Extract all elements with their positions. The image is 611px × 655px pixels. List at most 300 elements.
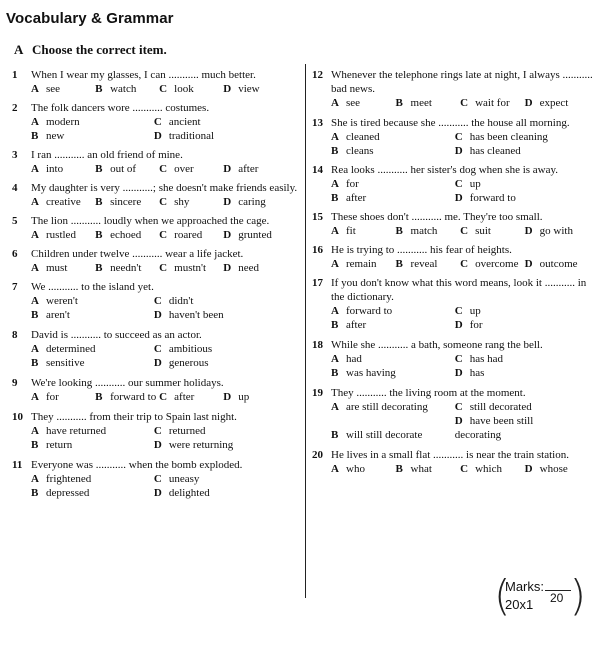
option-text: had	[346, 353, 362, 365]
option-text: haven't been	[168, 309, 224, 321]
option-a[interactable]	[31, 261, 95, 275]
option-text: forward to	[346, 305, 393, 317]
option-d[interactable]	[154, 308, 277, 322]
option-letter: A	[31, 473, 39, 485]
option-text: after	[346, 192, 367, 204]
option-d[interactable]	[525, 462, 568, 476]
option-text: view	[238, 83, 260, 95]
section-instruction: Choose the correct item.	[32, 42, 167, 57]
option-text: meet	[410, 97, 432, 109]
option-c[interactable]	[159, 390, 223, 404]
option-a[interactable]	[31, 82, 95, 96]
option-letter: A	[31, 391, 39, 403]
options	[312, 257, 600, 271]
right-column	[312, 68, 600, 482]
option-text: has been cleaning	[469, 131, 548, 143]
question-text: Rea looks ........... her sister's dog when she is away.	[331, 164, 559, 176]
question-13	[312, 116, 600, 158]
option-d[interactable]	[455, 414, 579, 442]
option-letter: C	[460, 463, 469, 475]
option-text: delighted	[168, 487, 210, 499]
option-letter: A	[31, 295, 39, 307]
option-c[interactable]	[159, 162, 223, 176]
option-letter: C	[454, 305, 463, 317]
option-letter: C	[153, 295, 162, 307]
option-d[interactable]	[525, 96, 569, 110]
option-b[interactable]	[396, 462, 461, 476]
option-letter: D	[524, 225, 533, 237]
option-letter: B	[95, 391, 103, 403]
option-text: are still decorating	[346, 401, 428, 413]
marks-box	[494, 571, 586, 620]
option-letter: B	[95, 83, 103, 95]
option-text: was having	[346, 367, 396, 379]
option-letter: D	[223, 83, 232, 95]
option-text: must	[46, 262, 68, 274]
option-a[interactable]	[31, 115, 154, 129]
option-c[interactable]	[455, 177, 579, 191]
option-letter: C	[454, 401, 463, 413]
option-a[interactable]	[331, 224, 396, 238]
question-8	[12, 328, 298, 370]
option-text: uneasy	[168, 473, 200, 485]
option-letter: D	[524, 258, 533, 270]
option-b[interactable]	[95, 261, 159, 275]
question-number: 19	[312, 387, 323, 399]
option-letter: C	[460, 97, 469, 109]
option-b[interactable]	[396, 224, 461, 238]
option-text: modern	[46, 116, 80, 128]
question-number: 16	[312, 244, 323, 256]
marks-scale: 20x1	[505, 597, 534, 612]
option-d[interactable]	[154, 356, 277, 370]
question-stem	[12, 181, 298, 195]
option-letter: C	[460, 225, 469, 237]
option-text: reveal	[410, 258, 438, 270]
option-a[interactable]	[31, 228, 95, 242]
option-c[interactable]	[460, 224, 525, 238]
question-number: 18	[312, 339, 323, 351]
question-text: David is ........... to succeed as an actor.	[31, 329, 202, 341]
option-b[interactable]	[95, 195, 159, 209]
option-c[interactable]	[455, 400, 579, 414]
option-b[interactable]	[31, 486, 154, 500]
option-text: new	[46, 130, 65, 142]
option-letter: B	[95, 229, 103, 241]
options	[312, 130, 600, 158]
option-b[interactable]	[396, 96, 461, 110]
option-d[interactable]	[223, 261, 259, 275]
option-text: overcome	[475, 258, 519, 270]
option-d[interactable]	[455, 144, 579, 158]
option-text: suit	[475, 225, 491, 237]
option-letter: A	[331, 401, 339, 413]
options	[312, 224, 600, 238]
options	[12, 342, 298, 370]
option-text: match	[410, 225, 438, 237]
question-3	[12, 148, 298, 176]
option-text: aren't	[46, 309, 70, 321]
option-text: ambitious	[168, 343, 213, 355]
option-text: after	[174, 391, 195, 403]
option-text: weren't	[46, 295, 78, 307]
option-c[interactable]	[455, 304, 579, 318]
question-number: 3	[12, 149, 18, 161]
option-c[interactable]	[455, 352, 579, 366]
option-c[interactable]	[455, 130, 579, 144]
options	[12, 162, 298, 176]
option-text: forward to	[110, 391, 157, 403]
option-letter: C	[454, 353, 463, 365]
question-15	[312, 210, 600, 238]
option-letter: B	[331, 429, 339, 441]
question-text: We're looking ........... our summer holidays.	[31, 377, 224, 389]
option-text: for	[346, 178, 359, 190]
question-text: If you don't know what this word means, look it ........... in the dictionary.	[331, 277, 587, 303]
option-d[interactable]	[154, 486, 277, 500]
question-stem	[312, 386, 600, 400]
option-b[interactable]	[31, 438, 154, 452]
option-letter: A	[331, 463, 339, 475]
option-c[interactable]	[159, 261, 223, 275]
question-stem	[12, 214, 298, 228]
option-text: returned	[168, 425, 206, 437]
option-text: whose	[539, 463, 568, 475]
question-stem	[12, 410, 298, 424]
option-d[interactable]	[223, 228, 272, 242]
question-stem	[312, 116, 600, 130]
option-text: up	[469, 178, 481, 190]
option-a[interactable]	[331, 177, 455, 191]
option-c[interactable]	[154, 294, 277, 308]
option-text: mustn't	[174, 262, 207, 274]
question-stem	[312, 68, 600, 96]
option-d[interactable]	[455, 366, 579, 380]
option-d[interactable]	[223, 390, 249, 404]
question-stem	[312, 448, 600, 462]
question-number: 14	[312, 164, 323, 176]
question-text: They ........... the living room at the moment.	[331, 387, 526, 399]
option-a[interactable]	[31, 162, 95, 176]
question-stem	[12, 458, 298, 472]
question-text: My daughter is very ...........; she doesn't make friends easily.	[31, 182, 298, 194]
option-text: depressed	[46, 487, 90, 499]
option-a[interactable]	[31, 294, 154, 308]
option-text: has cleaned	[469, 145, 521, 157]
question-11	[12, 458, 298, 500]
option-text: sincere	[110, 196, 142, 208]
option-c[interactable]	[154, 424, 277, 438]
option-text: still decorated	[469, 401, 532, 413]
question-17	[312, 276, 600, 332]
option-d[interactable]	[455, 318, 579, 332]
option-d[interactable]	[223, 162, 258, 176]
option-text: see	[346, 97, 361, 109]
question-text: The folk dancers wore ........... costumes.	[31, 102, 210, 114]
option-c[interactable]	[460, 462, 525, 476]
option-text: echoed	[110, 229, 142, 241]
option-letter: B	[331, 192, 339, 204]
question-number: 9	[12, 377, 18, 389]
option-c[interactable]	[154, 342, 277, 356]
question-stem	[12, 328, 298, 342]
option-text: determined	[46, 343, 96, 355]
question-text: While she ........... a bath, someone rang the bell.	[331, 339, 543, 351]
option-d[interactable]	[455, 191, 579, 205]
question-16	[312, 243, 600, 271]
question-stem	[312, 243, 600, 257]
question-stem	[12, 376, 298, 390]
options	[12, 424, 298, 452]
option-text: what	[410, 463, 432, 475]
option-letter: A	[31, 425, 39, 437]
option-letter: A	[31, 343, 39, 355]
option-d[interactable]	[154, 129, 277, 143]
option-c[interactable]	[460, 257, 525, 271]
option-letter: D	[223, 163, 232, 175]
option-b[interactable]	[331, 144, 455, 158]
option-letter: B	[331, 145, 339, 157]
option-letter: A	[331, 225, 339, 237]
option-letter: B	[95, 163, 103, 175]
option-letter: B	[95, 262, 103, 274]
option-text: rustled	[46, 229, 76, 241]
option-text: outcome	[539, 258, 578, 270]
question-stem	[12, 148, 298, 162]
options	[312, 400, 600, 442]
question-stem	[12, 247, 298, 261]
question-stem	[12, 68, 298, 82]
option-letter: A	[31, 196, 39, 208]
option-a[interactable]	[331, 400, 455, 414]
option-text: have been still decorating	[454, 415, 534, 441]
option-b[interactable]	[331, 191, 455, 205]
option-d[interactable]	[223, 82, 259, 96]
option-c[interactable]	[154, 472, 277, 486]
option-letter: C	[454, 178, 463, 190]
page-title: Vocabulary & Grammar	[6, 10, 174, 27]
option-text: ancient	[168, 116, 201, 128]
options	[12, 472, 298, 500]
option-letter: C	[159, 262, 168, 274]
option-letter: D	[153, 439, 162, 451]
option-text: will still decorate	[346, 429, 423, 441]
option-letter: D	[454, 319, 463, 331]
question-18	[312, 338, 600, 380]
question-number: 12	[312, 69, 323, 81]
option-letter: B	[31, 130, 39, 142]
option-letter: C	[460, 258, 469, 270]
option-letter: D	[153, 130, 162, 142]
question-stem	[12, 101, 298, 115]
option-text: cleaned	[346, 131, 380, 143]
option-letter: A	[331, 353, 339, 365]
option-c[interactable]	[159, 228, 223, 242]
option-letter: C	[159, 229, 168, 241]
option-a[interactable]	[31, 195, 95, 209]
option-a[interactable]	[31, 342, 154, 356]
question-text: Whenever the telephone rings late at night, I always ........... bad news.	[331, 69, 593, 95]
option-letter: D	[454, 367, 463, 379]
option-letter: D	[153, 487, 162, 499]
option-text: up	[469, 305, 481, 317]
option-d[interactable]	[525, 224, 573, 238]
option-a[interactable]	[31, 390, 95, 404]
option-letter: A	[331, 97, 339, 109]
option-b[interactable]	[95, 82, 159, 96]
option-letter: A	[31, 229, 39, 241]
question-text: The lion ........... loudly when we approached the cage.	[31, 215, 270, 227]
question-2	[12, 101, 298, 143]
option-b[interactable]	[396, 257, 461, 271]
question-text: Everyone was ........... when the bomb exploded.	[31, 459, 243, 471]
question-text: He is trying to ........... his fear of heights.	[331, 244, 512, 256]
question-number: 15	[312, 211, 323, 223]
question-number: 5	[12, 215, 18, 227]
option-c[interactable]	[460, 96, 525, 110]
option-letter: A	[331, 305, 339, 317]
option-a[interactable]	[331, 304, 455, 318]
question-number: 11	[12, 459, 23, 471]
option-text: wait for	[475, 97, 510, 109]
option-b[interactable]	[95, 228, 159, 242]
option-b[interactable]	[31, 129, 154, 143]
question-10	[12, 410, 298, 452]
question-7	[12, 280, 298, 322]
option-text: look	[174, 83, 194, 95]
question-text: They ........... from their trip to Spain last night.	[31, 411, 237, 423]
option-text: into	[46, 163, 64, 175]
option-letter: C	[159, 163, 168, 175]
option-letter: B	[331, 319, 339, 331]
option-text: grunted	[238, 229, 272, 241]
option-letter: C	[159, 391, 168, 403]
options	[12, 261, 298, 275]
option-letter: D	[454, 415, 463, 427]
question-6	[12, 247, 298, 275]
options	[312, 96, 600, 110]
question-number: 13	[312, 117, 323, 129]
option-b[interactable]	[31, 308, 154, 322]
option-letter: B	[395, 97, 403, 109]
option-text: shy	[174, 196, 190, 208]
option-a[interactable]	[331, 462, 396, 476]
option-text: which	[475, 463, 502, 475]
options	[12, 195, 298, 209]
option-text: go with	[539, 225, 573, 237]
option-letter: C	[454, 131, 463, 143]
option-text: forward to	[469, 192, 516, 204]
left-column	[12, 68, 298, 506]
option-text: over	[174, 163, 194, 175]
section-heading	[14, 42, 167, 58]
question-stem	[312, 338, 600, 352]
question-12	[312, 68, 600, 110]
option-a[interactable]	[331, 96, 396, 110]
option-b[interactable]	[95, 390, 159, 404]
option-a[interactable]	[331, 257, 396, 271]
question-stem	[312, 276, 600, 304]
option-text: fit	[346, 225, 356, 237]
option-b[interactable]	[31, 356, 154, 370]
option-letter: D	[454, 145, 463, 157]
options	[312, 352, 600, 380]
option-c[interactable]	[159, 195, 223, 209]
option-text: needn't	[110, 262, 142, 274]
option-letter: A	[31, 163, 39, 175]
question-5	[12, 214, 298, 242]
option-d[interactable]	[525, 257, 578, 271]
option-letter: B	[31, 439, 39, 451]
option-letter: D	[524, 97, 533, 109]
option-c[interactable]	[159, 82, 223, 96]
option-letter: A	[331, 131, 339, 143]
option-letter: D	[153, 309, 162, 321]
option-letter: A	[31, 116, 39, 128]
option-b[interactable]	[331, 428, 455, 442]
option-a[interactable]	[31, 472, 154, 486]
option-b[interactable]	[331, 318, 455, 332]
option-d[interactable]	[154, 438, 277, 452]
option-a[interactable]	[331, 352, 455, 366]
options	[312, 304, 600, 332]
option-letter: B	[331, 367, 339, 379]
question-stem	[12, 280, 298, 294]
options	[312, 462, 600, 476]
question-stem	[312, 210, 600, 224]
option-text: caring	[238, 196, 266, 208]
option-text: out of	[110, 163, 137, 175]
question-14	[312, 163, 600, 205]
option-text: need	[238, 262, 259, 274]
option-text: cleans	[346, 145, 374, 157]
option-text: were returning	[168, 439, 234, 451]
options	[12, 228, 298, 242]
option-letter: A	[31, 83, 39, 95]
option-text: watch	[110, 83, 137, 95]
option-a[interactable]	[31, 424, 154, 438]
option-b[interactable]	[331, 366, 455, 380]
left-paren: (	[494, 571, 511, 620]
option-text: after	[238, 163, 259, 175]
option-text: for	[469, 319, 483, 331]
option-a[interactable]	[331, 130, 455, 144]
option-text: creative	[46, 196, 81, 208]
question-number: 2	[12, 102, 18, 114]
question-20	[312, 448, 600, 476]
option-letter: B	[31, 357, 39, 369]
question-text: When I wear my glasses, I can ........... much better.	[31, 69, 256, 81]
option-c[interactable]	[154, 115, 277, 129]
option-text: remain	[346, 258, 377, 270]
option-letter: C	[153, 425, 162, 437]
question-1	[12, 68, 298, 96]
option-text: for	[46, 391, 59, 403]
option-b[interactable]	[95, 162, 159, 176]
option-text: return	[46, 439, 73, 451]
option-letter: C	[153, 343, 162, 355]
question-text: Children under twelve ........... wear a life jacket.	[31, 248, 244, 260]
option-letter: C	[153, 473, 162, 485]
option-d[interactable]	[223, 195, 265, 209]
question-19	[312, 386, 600, 442]
question-text: She is tired because she ........... the house all morning.	[331, 117, 570, 129]
option-letter: B	[395, 225, 403, 237]
question-text: He lives in a small flat ........... is near the train station.	[331, 449, 569, 461]
question-number: 10	[12, 411, 23, 423]
option-text: have returned	[46, 425, 107, 437]
option-letter: A	[331, 258, 339, 270]
